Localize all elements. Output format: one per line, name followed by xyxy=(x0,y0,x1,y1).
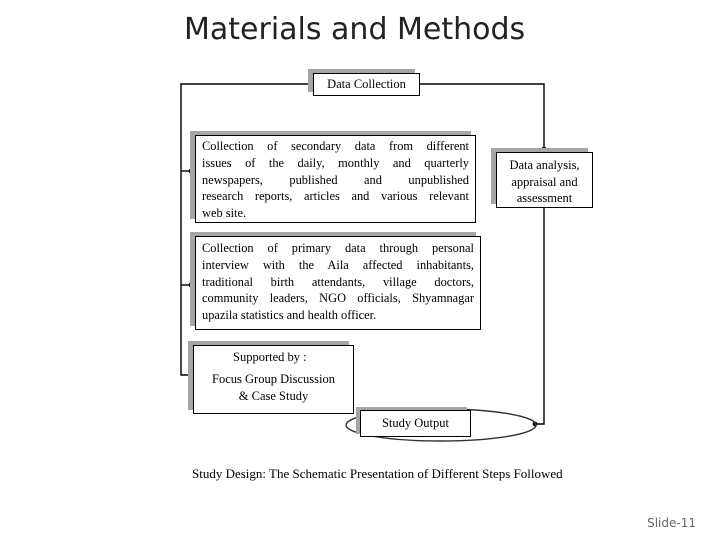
support-method: & Case Study xyxy=(238,389,309,403)
supported-by-label: Supported by : xyxy=(233,350,307,364)
support-method: Focus Group Discussion xyxy=(212,371,335,386)
analysis-to-output-connector xyxy=(535,208,544,424)
slide-title: Materials and Methods xyxy=(184,12,526,47)
data-collection-box xyxy=(313,73,420,96)
analysis-line: appraisal and xyxy=(511,174,578,189)
data-analysis-box xyxy=(496,152,593,208)
secondary-line: issues of the daily, monthly and quarterly xyxy=(202,155,469,170)
primary-line: Collection of primary data through personal xyxy=(202,241,474,255)
secondary-line: newspapers, published and unpublished xyxy=(202,172,469,187)
analysis-arrow-dot xyxy=(542,147,547,152)
data-collection-label: Data Collection xyxy=(327,77,406,91)
primary-arrow-dot xyxy=(189,283,194,288)
primary-line: interview with the Aila affected inhabitants, xyxy=(202,257,474,272)
primary-data-box xyxy=(195,236,481,330)
secondary-line: research reports, articles and various relevant xyxy=(202,189,469,204)
study-output-label: Study Output xyxy=(381,416,450,430)
study-output-box xyxy=(360,410,471,437)
left-bus-connector xyxy=(181,84,313,375)
primary-line: traditional birth attendants, village doctors, xyxy=(202,274,474,289)
secondary-data-box xyxy=(195,135,476,223)
analysis-line: assessment xyxy=(516,191,573,205)
slide-number: Slide-11 xyxy=(647,516,696,530)
primary-line: community leaders, NGO officials, Shyamnagar xyxy=(202,291,474,306)
analysis-line: Data analysis, xyxy=(509,158,580,172)
diagram-caption: Study Design: The Schematic Presentation of Different Steps Followed xyxy=(192,466,563,481)
secondary-line: web site. xyxy=(202,206,247,221)
secondary-line: Collection of secondary data from different xyxy=(202,139,469,153)
supported-by-box xyxy=(193,345,354,414)
primary-line: upazila statistics and health officer. xyxy=(202,308,377,323)
secondary-arrow-dot xyxy=(189,169,194,174)
